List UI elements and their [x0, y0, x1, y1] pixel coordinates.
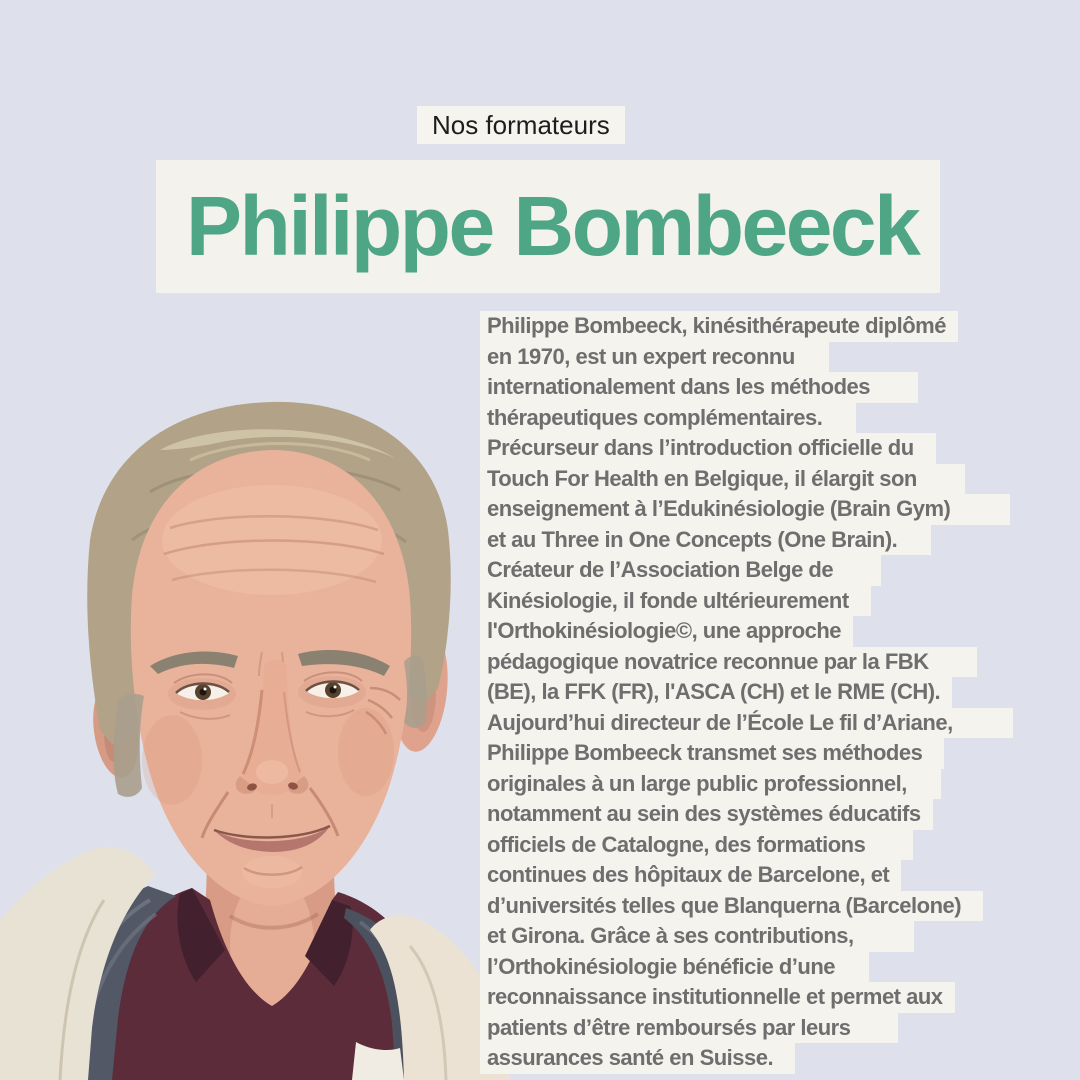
bio-line-highlight: assurances santé en Suisse.: [480, 1043, 795, 1074]
bio-line: [480, 311, 1013, 342]
bio-line: [480, 433, 1013, 464]
bio-line-highlight: Philippe Bombeeck, kinésithérapeute diplômé: [480, 311, 958, 342]
bio-line-highlight: l'Orthokinésiologie©, une approche: [480, 616, 853, 647]
bio-line: [480, 464, 1013, 495]
bio-line: [480, 403, 1013, 434]
bio-text: [480, 311, 1013, 1074]
bio-line: [480, 586, 1013, 617]
bio-line: [480, 1043, 1013, 1074]
bio-line-highlight: Précurseur dans l’introduction officielle du: [480, 433, 936, 464]
bio-line-highlight: d’universités telles que Blanquerna (Barcelone): [480, 891, 983, 922]
bio-line: [480, 494, 1013, 525]
bio-line: [480, 708, 1013, 739]
bio-line: [480, 952, 1013, 983]
bio-line-highlight: enseignement à l’Edukinésiologie (Brain Gym): [480, 494, 1010, 525]
bio-line-highlight: Créateur de l’Association Belge de: [480, 555, 881, 586]
bio-line: [480, 647, 1013, 678]
bio-line: [480, 555, 1013, 586]
bio-line: [480, 372, 1013, 403]
bio-line: [480, 738, 1013, 769]
bio-line-highlight: officiels de Catalogne, des formations: [480, 830, 913, 861]
bio-line-highlight: Philippe Bombeeck transmet ses méthodes: [480, 738, 944, 769]
bio-line-highlight: Kinésiologie, il fonde ultérieurement: [480, 586, 871, 617]
bio-line: [480, 1013, 1013, 1044]
bio-line: [480, 982, 1013, 1013]
section-badge: Nos formateurs: [417, 106, 625, 144]
bio-line-highlight: notamment au sein des systèmes éducatifs: [480, 799, 933, 830]
bio-line: [480, 921, 1013, 952]
bio-line-highlight: Touch For Health en Belgique, il élargit son: [480, 464, 965, 495]
bio-line-highlight: continues des hôpitaux de Barcelone, et: [480, 860, 901, 891]
bio-line: [480, 769, 1013, 800]
bio-line-highlight: patients d’être remboursés par leurs: [480, 1013, 898, 1044]
portrait-illustration: [0, 400, 510, 1080]
bio-line: [480, 891, 1013, 922]
bio-line: [480, 799, 1013, 830]
bio-line: [480, 677, 1013, 708]
bio-line: [480, 342, 1013, 373]
bio-line-highlight: l’Orthokinésiologie bénéficie d’une: [480, 952, 869, 983]
bio-line-highlight: et au Three in One Concepts (One Brain).: [480, 525, 931, 556]
bio-line-highlight: pédagogique novatrice reconnue par la FBK: [480, 647, 977, 678]
page-title: Philippe Bombeeck: [186, 179, 919, 273]
bio-line-highlight: originales à un large public professionnel,: [480, 769, 941, 800]
bio-line-highlight: et Girona. Grâce à ses contributions,: [480, 921, 914, 952]
bio-line-highlight: en 1970, est un expert reconnu: [480, 342, 829, 373]
bio-line: [480, 860, 1013, 891]
bio-line-highlight: (BE), la FFK (FR), l'ASCA (CH) et le RME (CH).: [480, 677, 952, 708]
bio-line-highlight: Aujourd’hui directeur de l’École Le fil d’Ariane,: [480, 708, 1013, 739]
bio-line-highlight: internationalement dans les méthodes: [480, 372, 918, 403]
bio-line-highlight: thérapeutiques complémentaires.: [480, 403, 856, 434]
bio-line: [480, 830, 1013, 861]
portrait-photo: [0, 400, 510, 1080]
bio-line: [480, 616, 1013, 647]
title-panel: [156, 160, 940, 293]
bio-line: [480, 525, 1013, 556]
bio-line-highlight: reconnaissance institutionnelle et permet aux: [480, 982, 955, 1013]
